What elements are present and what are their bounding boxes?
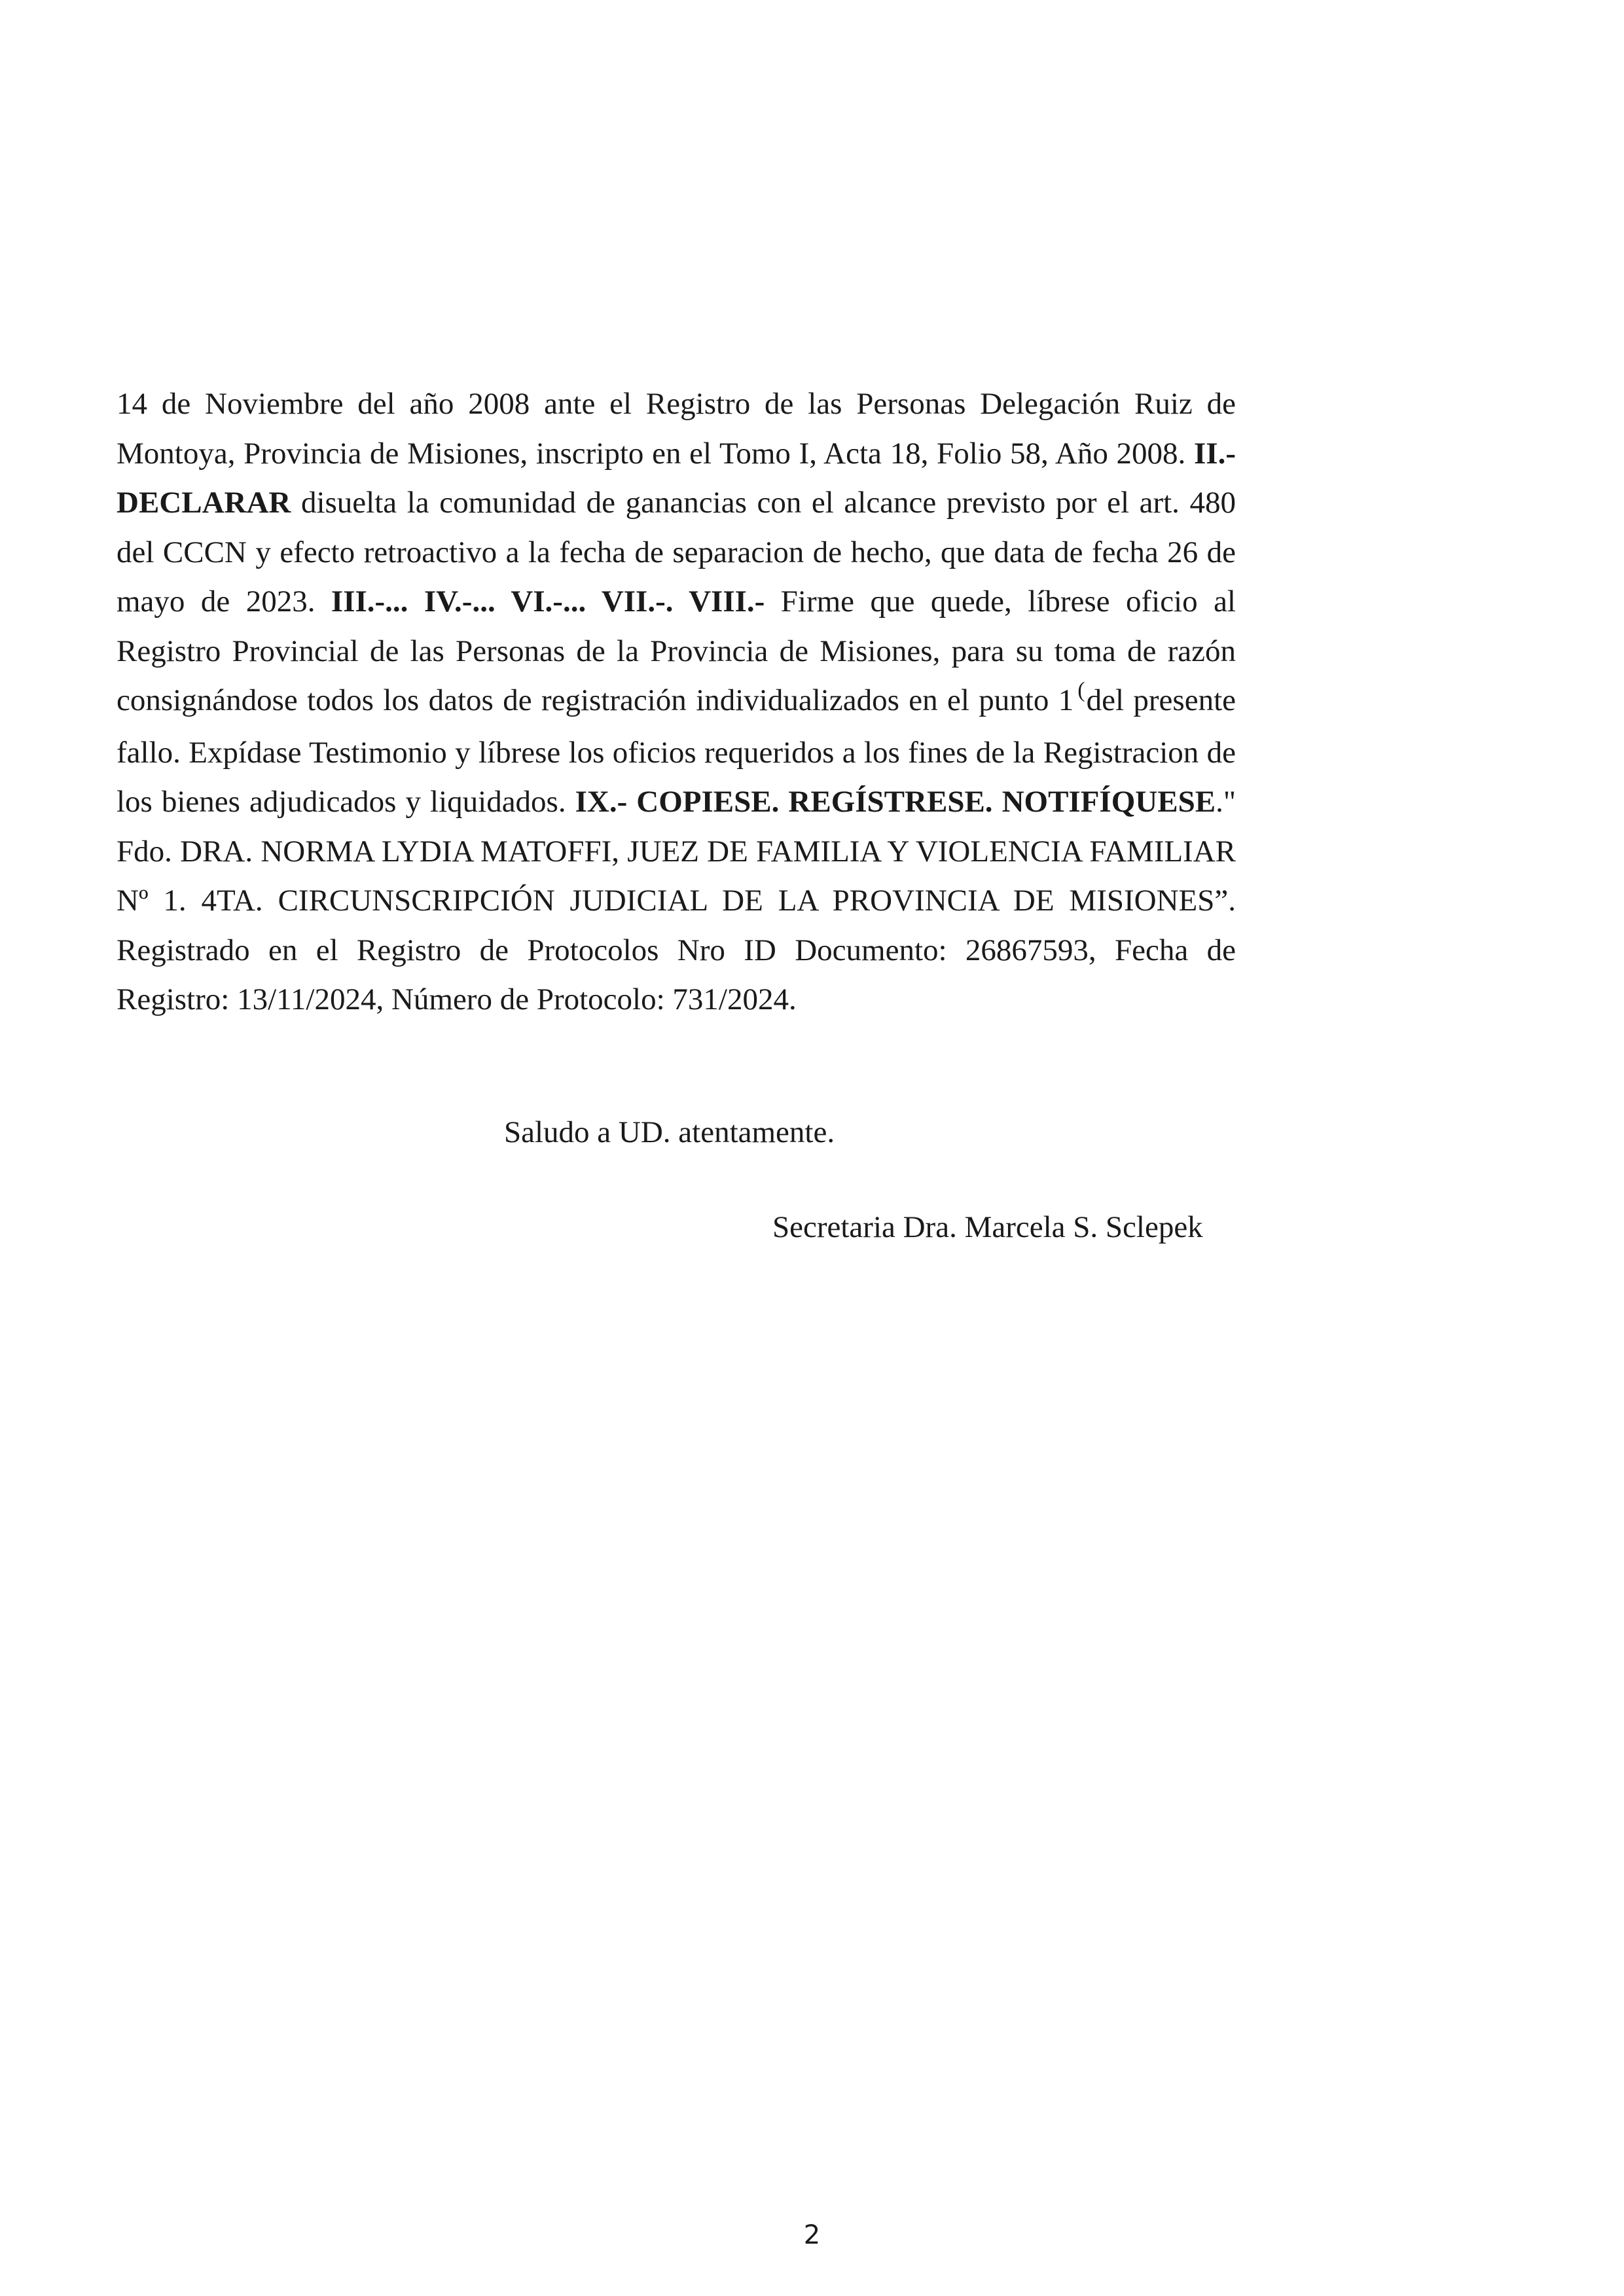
page-number: 2	[803, 2220, 821, 2250]
closing-greeting: Saludo a UD. atentamente.	[504, 1115, 835, 1149]
ruling-point-ii: II.- DECLARAR	[117, 436, 1236, 520]
signature-line: Secretaria Dra. Marcela S. Sclepek	[772, 1210, 1203, 1244]
ruling-points-iii-viii: III.-... IV.-... VI.-... VII.-. VIII.-	[331, 584, 765, 619]
body-text-segment: ." Fdo. DRA. NORMA LYDIA MATOFFI, JUEZ DE FAMILIA Y VIOLENCIA FAMILIAR Nº 1. 4TA. CIRCUNSCRIPCIÓN JUDICIAL DE LA PROVINCIA DE MISIONES”. Registrado en el Registro de Protocolos Nro ID Documento: 26867593, Fecha de Registro: 13/11/2024, Número de Protocolo: 731/2024.	[117, 785, 1236, 1016]
body-text-segment: 14 de Noviembre del año 2008 ante el Registro de las Personas Delegación Ruiz de Montoya, Provincia de Misiones, inscripto en el Tomo I, Acta 18, Folio 58, Año 2008.	[117, 387, 1236, 471]
body-text-segment: disuelta la comunidad de ganancias con el alcance previsto por el art. 480 del CCCN y efecto retroactivo a la fecha de separacion de hecho, que data de fecha 26 de mayo de 2023.	[117, 486, 1236, 619]
body-paragraph	[117, 380, 1236, 1025]
superscript-parenthesis: (	[1077, 678, 1085, 702]
ruling-point-ix: IX.- COPIESE. REGÍSTRESE. NOTIFÍQUESE	[575, 785, 1216, 819]
body-text-segment: Firme que quede, líbrese oficio al Registro Provincial de las Personas de la Provincia de Misiones, para su toma de razón consignándose todos los datos de registración individualizados en el punto 1	[117, 584, 1236, 717]
body-text-segment: del presente fallo. Expídase Testimonio y líbrese los oficios requeridos a los fines de la Registracion de los bienes adjudicados y liquidados.	[117, 683, 1236, 819]
